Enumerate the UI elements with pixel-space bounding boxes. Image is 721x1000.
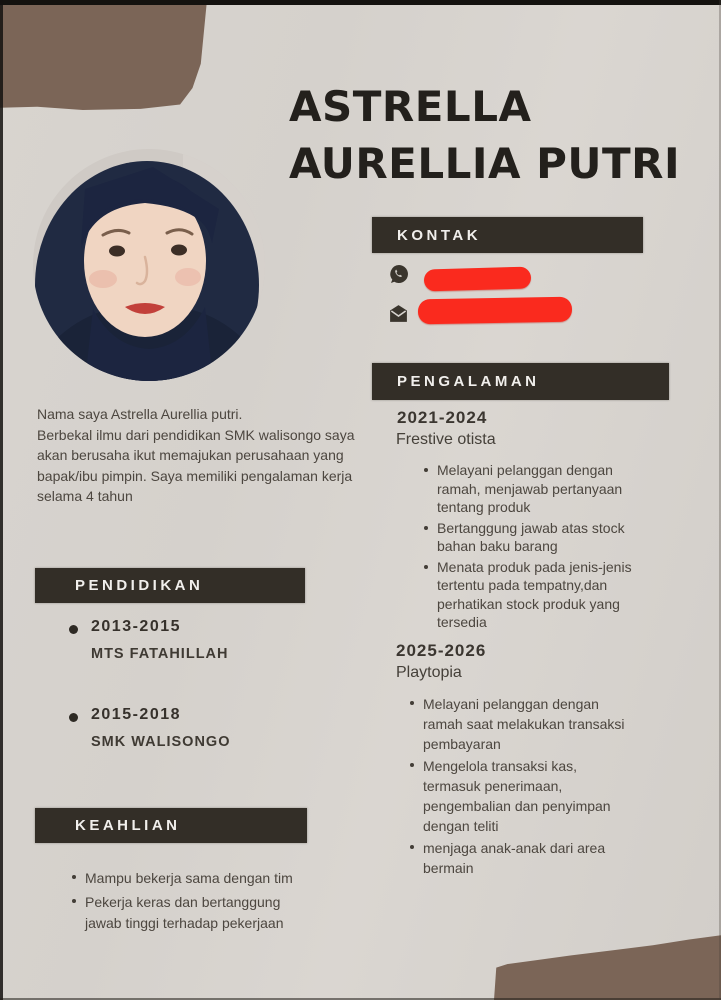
job1-company: Frestive otista [396,431,496,448]
list-item [410,694,642,754]
contact-heading-label: KONTAK [397,226,482,244]
skills-heading-label: KEAHLIAN [75,817,181,834]
redacted-phone-value [424,267,532,292]
list-item [424,558,656,632]
skill-1: Mampu bekerja sama dengan tim [85,870,293,886]
decor-brown-blob-bottom-right [494,928,721,1000]
list-item [72,868,322,890]
title-line-2: AURELLIA PUTRI [289,139,681,188]
job1-bullet-3: Menata produk pada jenis-jenis tertentu pada tempatny,dan perhatikan stock produk yang tersedia [437,558,632,630]
page-edge-left [0,0,3,1000]
redacted-email-value [418,297,572,325]
about-summary [37,404,363,507]
job2-bullet-list [410,694,642,880]
bullet-dot [424,526,428,530]
contact-row-email [388,303,409,329]
job1-bullet-1: Melayani pelanggan dengan ramah, menjawab pertanyaan tentang produk [437,462,623,515]
bullet-dot [72,899,76,903]
profile-photo [33,149,265,381]
mail-icon [388,303,409,329]
bullet-dot [72,875,76,879]
education-section-header [35,568,305,603]
decor-brown-blob-top-left [0,0,207,110]
bullet-dot [424,468,428,472]
education2-school: SMK WALISONGO [91,734,231,750]
experience-section-header [372,363,669,400]
skills-bullet-list [72,868,322,937]
page-edge-top [0,0,721,5]
contact-row-phone [389,264,409,289]
bullet-dot [424,565,428,569]
job1-bullet-list [424,461,656,634]
whatsapp-icon [389,264,409,289]
job1-period: 2021-2024 [397,408,488,427]
bullet-dot [410,845,414,849]
list-item [424,461,656,517]
skill-2: Pekerja keras dan bertanggung jawab tinggi terhadap pekerjaan [85,893,284,931]
page-title [289,78,680,192]
profile-photo-illustration [33,149,265,381]
education1-school: MTS FATAHILLAH [91,646,229,662]
about-line-2: Berbekal ilmu dari pendidikan SMK walisongo saya akan berusaha ikut memajukan perusahaan yang bapak/ibu pimpin. Saya memiliki pengalaman kerja selama 4 tahun [37,426,355,504]
bullet-dot [410,701,414,705]
job2-period: 2025-2026 [396,641,487,660]
job2-bullet-1: Melayani pelanggan dengan ramah saat melakukan transaksi pembayaran [423,696,625,752]
education-heading-label: PENDIDIKAN [75,577,204,594]
contact-section-header [372,217,643,253]
about-line-1: Nama saya Astrella Aurellia putri. [37,406,243,422]
education1-period: 2013-2015 [91,618,182,635]
title-line-1: ASTRELLA [289,82,532,131]
list-item [72,892,322,935]
list-item [424,519,656,556]
job2-bullet-2: Mengelola transaksi kas, termasuk penerimaan, pengembalian dan penyimpan dengan teliti [423,758,611,834]
list-item [410,756,642,836]
skills-section-header [35,808,307,843]
bullet-dot [410,763,414,767]
job2-bullet-3: menjaga anak-anak dari area bermain [423,840,606,876]
job2-company: Playtopia [396,664,462,681]
job1-bullet-2: Bertanggung jawab atas stock bahan baku barang [437,519,625,554]
list-item [410,838,642,878]
bullet-dot [69,625,78,634]
education2-period: 2015-2018 [91,706,182,723]
experience-heading-label: PENGALAMAN [397,373,540,390]
bullet-dot [69,713,78,722]
